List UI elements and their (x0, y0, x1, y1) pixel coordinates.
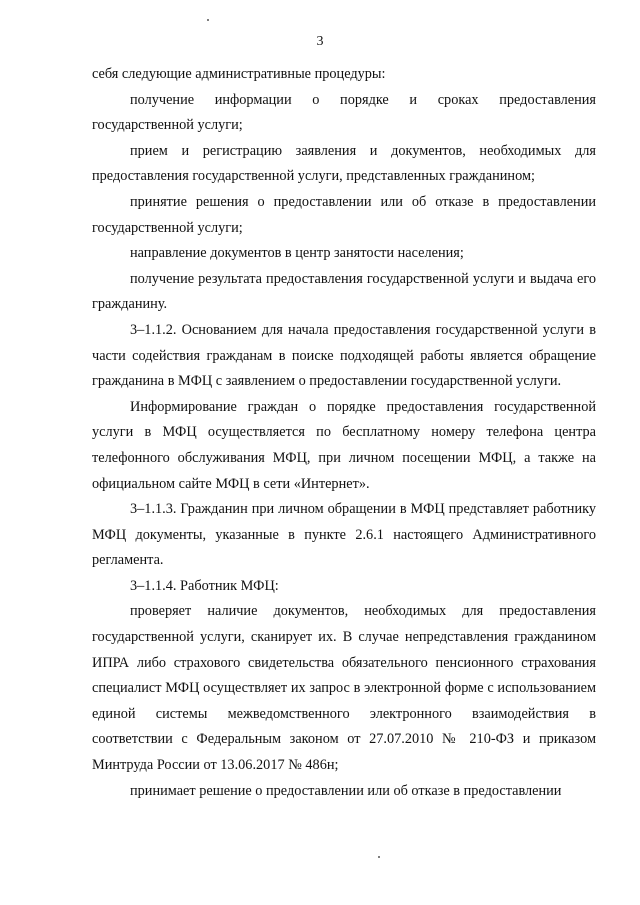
paragraph-clause-3-1-1-2: 3–1.1.2. Основанием для начала предоставления государственной услуги в части содействия гражданам в поиске подходящей работы является обращение гражданина в МФЦ с заявлением о предоставлении государственной услуги. (92, 321, 596, 390)
scan-speck (378, 856, 380, 858)
paragraph-list-item-result: получение результата предоставления государственной услуги и выдача его гражданину. (92, 270, 596, 313)
paragraph-list-item-info: получение информации о порядке и сроках предоставления государственной услуги; (92, 91, 596, 134)
document-body (92, 62, 596, 804)
paragraph-procedures-intro: себя следующие административные процедуры: (92, 66, 386, 82)
paragraph-list-item-registration: прием и регистрацию заявления и документов, необходимых для предоставления государственной услуги, представленных гражданином; (92, 142, 596, 185)
paragraph-informing: Информирование граждан о порядке предоставления государственной услуги в МФЦ осуществляется по бесплатному номеру телефона центра телефонного обслуживания МФЦ, при личном посещении МФЦ, а также на официальном сайте МФЦ в сети «Интернет». (92, 398, 596, 492)
paragraph-checks-documents: проверяет наличие документов, необходимых для предоставления государственной услуги, сканирует их. В случае непредставления гражданином ИПРА либо страхового свидетельства обязательного пенсионного страхования специалист МФЦ осуществляет их запрос в электронной форме с использованием единой системы межведомственного электронного взаимодействия в соответствии с Федеральным законом от 27.07.2010 № 210-ФЗ и приказом Минтруда России от 13.06.2017 № 486н; (92, 603, 596, 774)
paragraph-makes-decision: принимает решение о предоставлении или об отказе в предоставлении (130, 782, 562, 799)
page-number: 3 (316, 34, 324, 49)
paragraph-list-item-referral: направление документов в центр занятости населения; (130, 245, 464, 262)
paragraph-clause-3-1-1-3: 3–1.1.3. Гражданин при личном обращении в МФЦ представляет работнику МФЦ документы, указанные в пункте 2.6.1 настоящего Административного регламента. (92, 501, 596, 569)
paragraph-list-item-decision: принятие решения о предоставлении или об отказе в предоставлении государственной услуги; (92, 193, 596, 236)
scan-speck (207, 19, 209, 21)
paragraph-clause-3-1-1-4: 3–1.1.4. Работник МФЦ: (130, 577, 279, 594)
